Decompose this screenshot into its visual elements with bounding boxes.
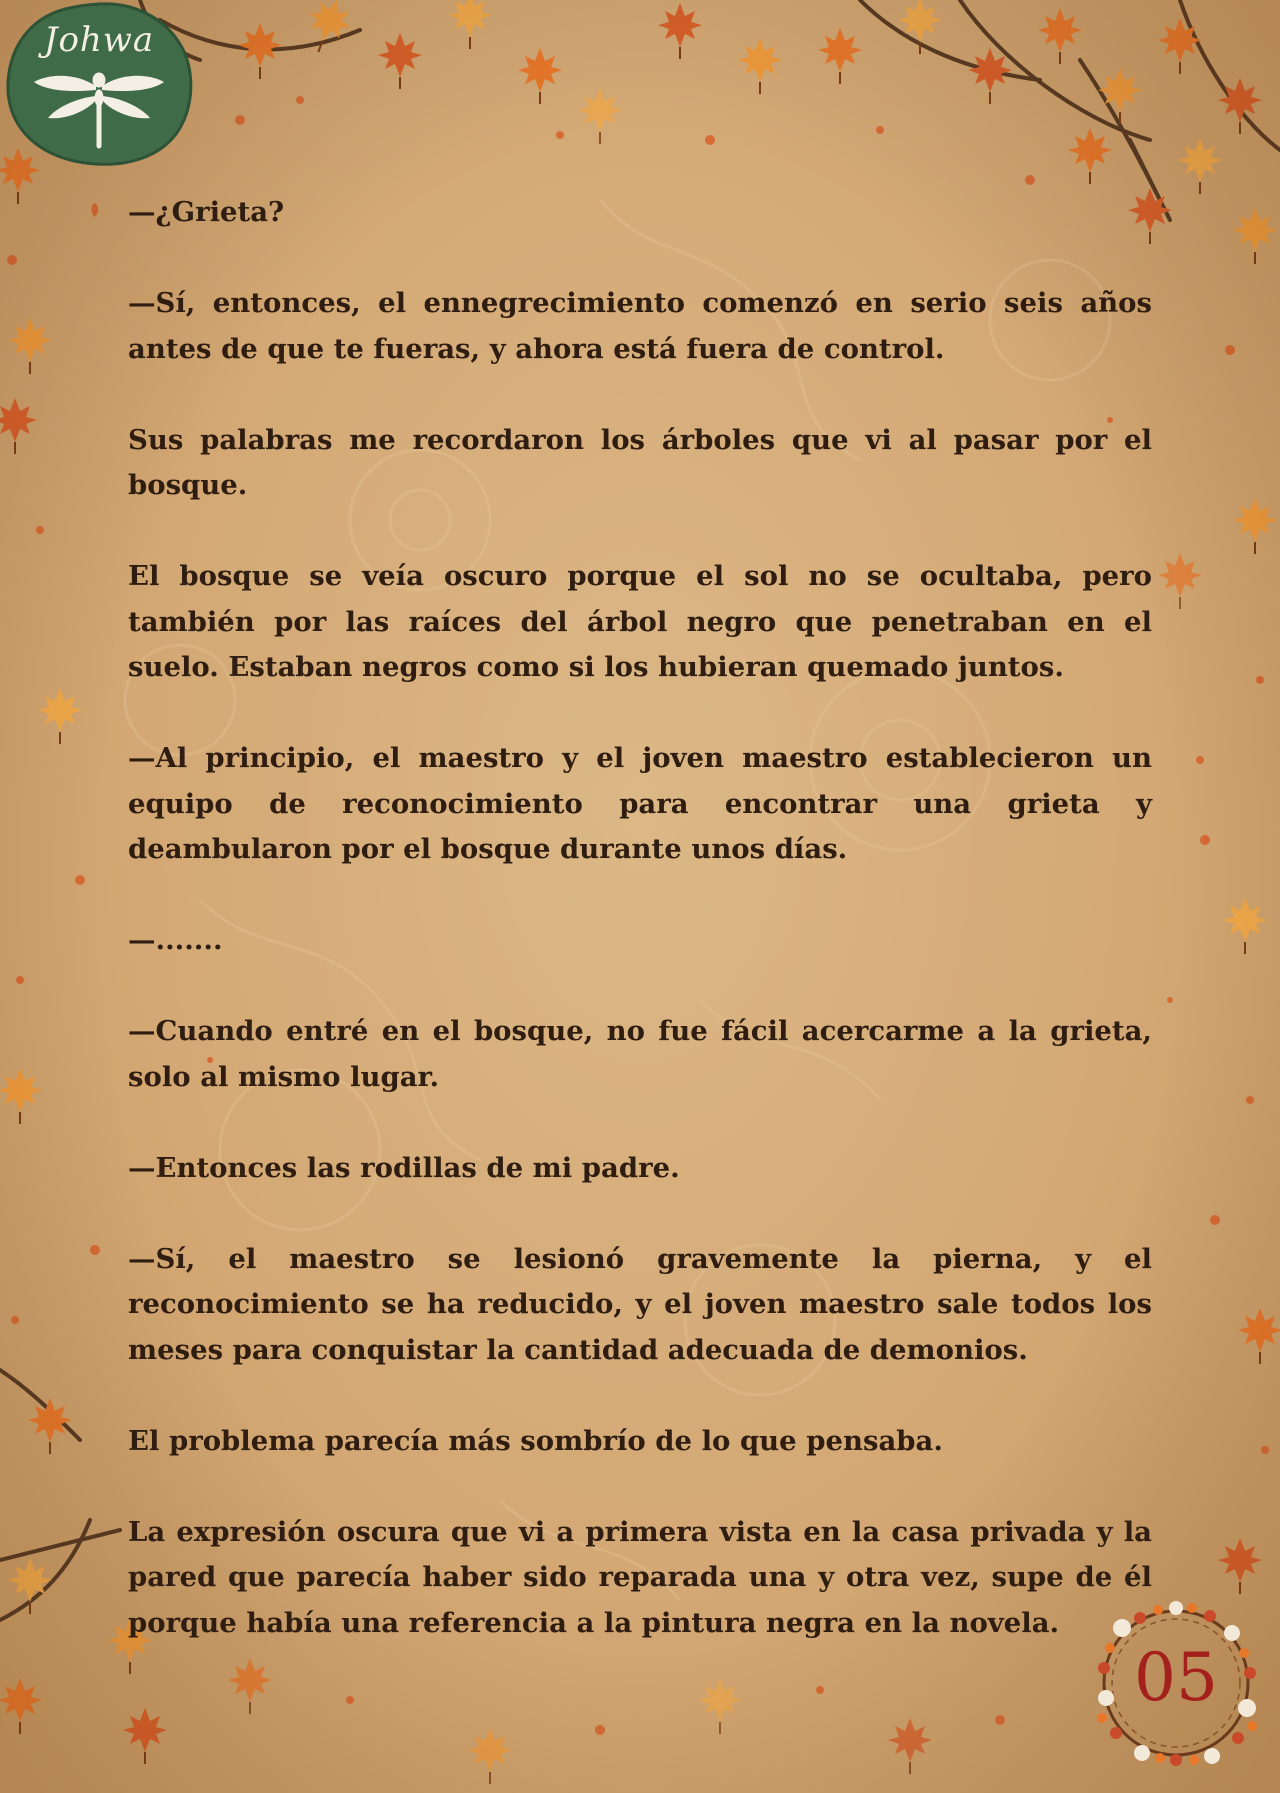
- paragraph: —Sí, entonces, el ennegrecimiento comenzó en serio seis años antes de que te fueras, y ahora está fuera de control.: [128, 287, 1152, 365]
- story-text: [128, 190, 1152, 1692]
- paragraph: La expresión oscura que vi a primera vista en la casa privada y la pared que parecía haber sido reparada una y otra vez, supe de él porque había una referencia a la pintura negra en la novela.: [128, 1515, 1152, 1639]
- paragraph: —Sí, el maestro se lesionó gravemente la pierna, y el reconocimiento se ha reducido, y el joven maestro sale todos los meses para conquistar la cantidad adecuada de demonios.: [128, 1242, 1152, 1366]
- paragraph: —Al principio, el maestro y el joven maestro establecieron un equipo de reconocimiento para encontrar una grieta y deambularon por el bosque durante unos días.: [128, 742, 1152, 865]
- paragraph: —.......: [128, 924, 223, 956]
- page-number: 05: [1134, 1639, 1218, 1716]
- paragraph: —Entonces las rodillas de mi padre.: [128, 1151, 680, 1184]
- logo-text: Johwa: [43, 20, 155, 60]
- paragraph: El bosque se veía oscuro porque el sol no se ocultaba, pero también por las raíces del árbol negro que penetraban en el suelo. Estaban negros como si los hubieran quemado juntos.: [128, 560, 1152, 683]
- paragraph: El problema parecía más sombrío de lo que pensaba.: [128, 1424, 943, 1457]
- page-number-badge: [1082, 1588, 1270, 1778]
- paragraph: —¿Grieta?: [128, 196, 285, 228]
- logo-badge: [4, 0, 194, 168]
- paragraph: —Cuando entré en el bosque, no fue fácil acercarme a la grieta, solo al mismo lugar.: [128, 1015, 1152, 1093]
- paragraph: Sus palabras me recordaron los árboles que vi al pasar por el bosque.: [128, 423, 1152, 501]
